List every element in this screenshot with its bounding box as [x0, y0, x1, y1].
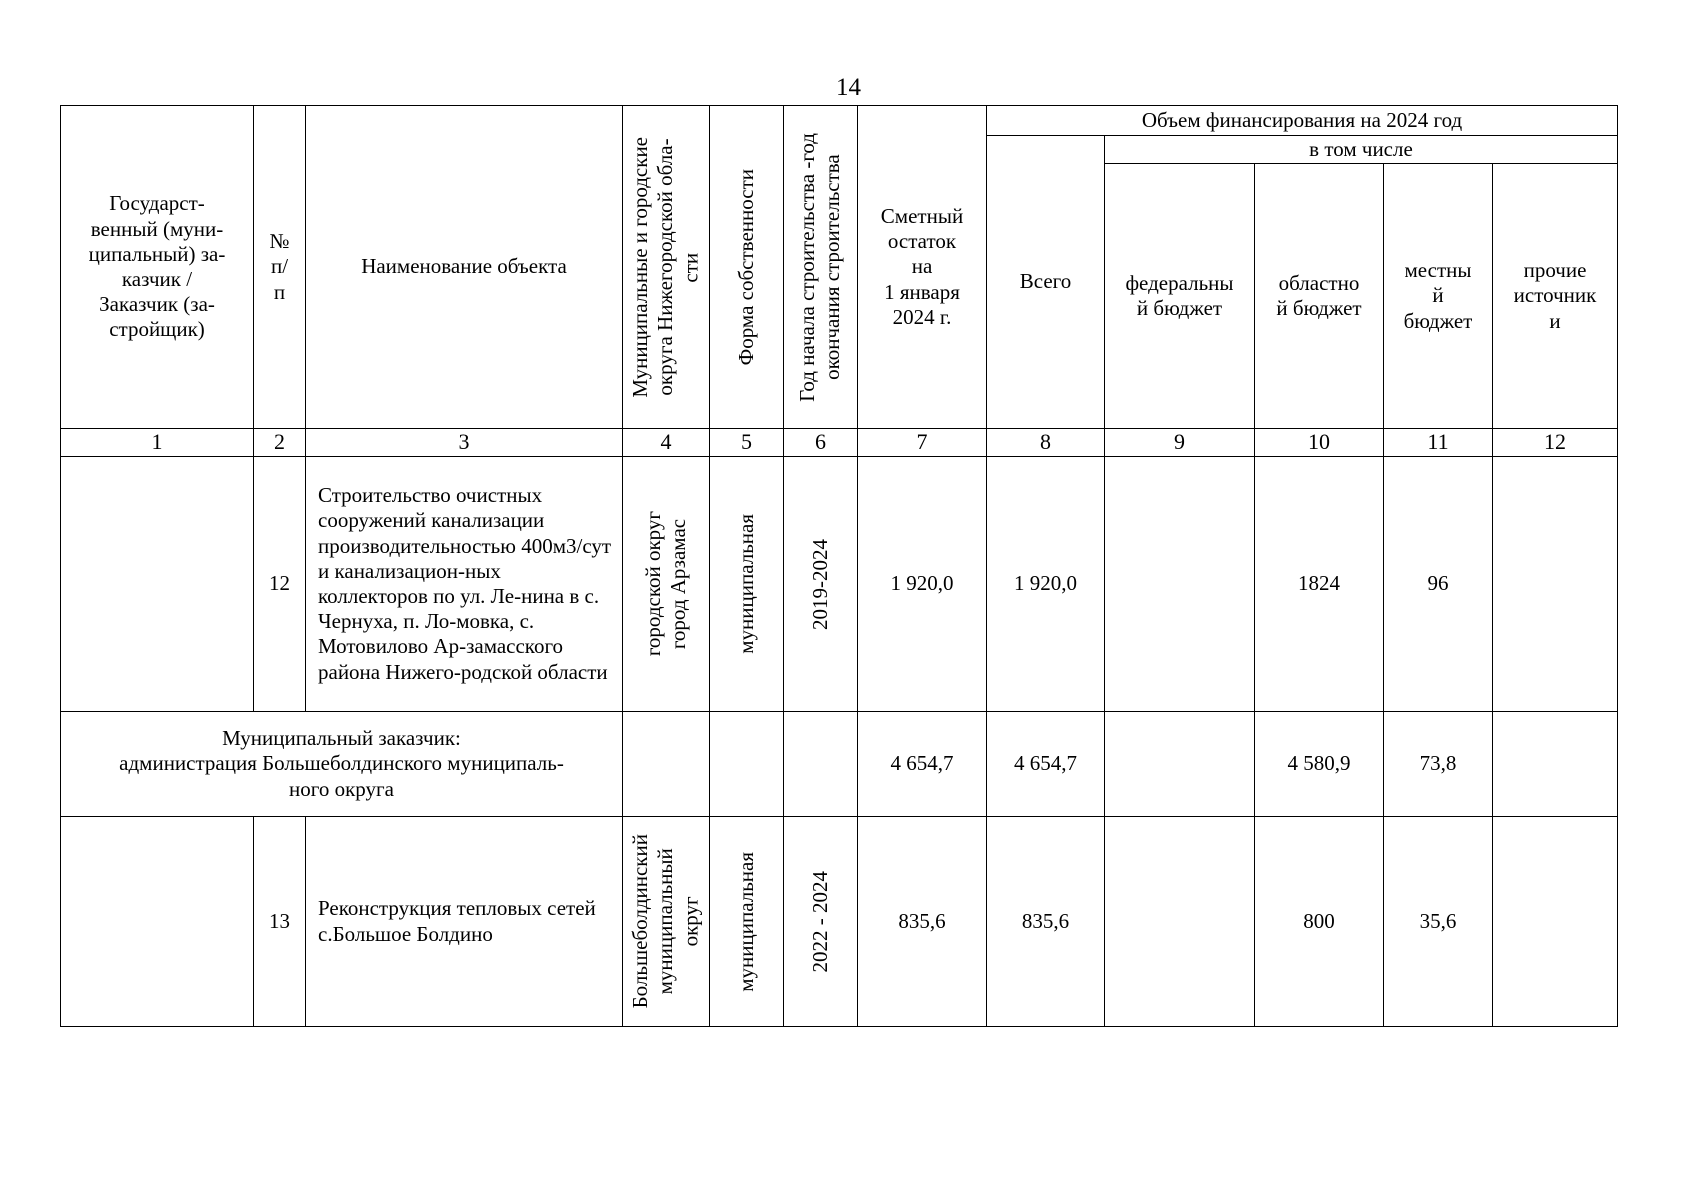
years-text: 2019-2024	[807, 538, 832, 630]
header-years	[784, 106, 858, 429]
total-value: 835,6	[987, 817, 1105, 1027]
header-ownership-text: Форма собственности	[733, 168, 758, 366]
header-item-number: № п/ п	[254, 106, 306, 429]
municipality-text: городской округ город Арзамас	[640, 511, 690, 657]
municipality-cell	[623, 712, 710, 817]
years-text: 2022 - 2024	[807, 870, 832, 973]
header-municipality	[623, 106, 710, 429]
other-value	[1493, 457, 1618, 712]
column-numbers-row	[61, 429, 1618, 457]
column-number: 2	[254, 429, 306, 457]
customer-cell	[61, 817, 254, 1027]
column-number: 1	[61, 429, 254, 457]
header-financing: Объем финансирования на 2024 год	[987, 106, 1618, 136]
estimate-value: 1 920,0	[858, 457, 987, 712]
financing-table	[60, 105, 1618, 1027]
regional-value: 4 580,9	[1255, 712, 1384, 817]
column-number: 3	[306, 429, 623, 457]
header-customer: Государст- венный (муни- ципальный) за- казчик / Заказчик (за- стройщик)	[61, 106, 254, 429]
table-row	[61, 457, 1618, 712]
municipality-text: Большеболдинский муниципальный округ	[628, 834, 703, 1009]
column-number: 9	[1105, 429, 1255, 457]
local-value: 35,6	[1384, 817, 1493, 1027]
header-years-text: Год начала строительства -год окончания строительства	[795, 132, 845, 402]
page-number: 14	[836, 74, 861, 101]
header-including: в том числе	[1105, 136, 1618, 164]
regional-value: 800	[1255, 817, 1384, 1027]
header-total: Всего	[987, 136, 1105, 429]
header-ownership	[710, 106, 784, 429]
header-other: прочие источник и	[1493, 164, 1618, 429]
header-local: местны й бюджет	[1384, 164, 1493, 429]
years-cell	[784, 712, 858, 817]
column-number: 4	[623, 429, 710, 457]
other-value	[1493, 817, 1618, 1027]
total-value: 4 654,7	[987, 712, 1105, 817]
item-number: 12	[254, 457, 306, 712]
column-number: 7	[858, 429, 987, 457]
ownership-cell	[710, 817, 784, 1027]
years-cell	[784, 817, 858, 1027]
object-name: Строительство очистных сооружений канализации производительностью 400м3/сут и канализацион-ных коллекторов по ул. Ле-нина в с. Чернуха, п. Ло-мовка, с. Мотовилово Ар-замасского района Нижего-родской области	[306, 457, 623, 712]
estimate-value: 835,6	[858, 817, 987, 1027]
customer-label: Муниципальный заказчик: администрация Большеболдинского муниципаль- ного округа	[61, 712, 623, 817]
customer-cell	[61, 457, 254, 712]
header-regional: областно й бюджет	[1255, 164, 1384, 429]
federal-value	[1105, 712, 1255, 817]
local-value: 96	[1384, 457, 1493, 712]
header-estimate: Сметный остаток на 1 января 2024 г.	[858, 106, 987, 429]
column-number: 8	[987, 429, 1105, 457]
header-federal: федеральны й бюджет	[1105, 164, 1255, 429]
header-row-1	[61, 106, 1618, 136]
federal-value	[1105, 817, 1255, 1027]
federal-value	[1105, 457, 1255, 712]
local-value: 73,8	[1384, 712, 1493, 817]
total-value: 1 920,0	[987, 457, 1105, 712]
years-cell	[784, 457, 858, 712]
municipality-cell	[623, 817, 710, 1027]
header-object-name: Наименование объекта	[306, 106, 623, 429]
ownership-text: муниципальная	[733, 514, 758, 654]
column-number: 10	[1255, 429, 1384, 457]
municipality-cell	[623, 457, 710, 712]
header-municipality-text: Муниципальные и городские округа Нижегородской обла- сти	[628, 136, 703, 398]
regional-value: 1824	[1255, 457, 1384, 712]
ownership-cell	[710, 457, 784, 712]
other-value	[1493, 712, 1618, 817]
table-row	[61, 817, 1618, 1027]
object-name: Реконструкция тепловых сетей с.Большое Болдино	[306, 817, 623, 1027]
column-number: 6	[784, 429, 858, 457]
column-number: 11	[1384, 429, 1493, 457]
ownership-text: муниципальная	[733, 851, 758, 992]
customer-row	[61, 712, 1618, 817]
estimate-value: 4 654,7	[858, 712, 987, 817]
ownership-cell	[710, 712, 784, 817]
column-number: 5	[710, 429, 784, 457]
item-number: 13	[254, 817, 306, 1027]
column-number: 12	[1493, 429, 1618, 457]
